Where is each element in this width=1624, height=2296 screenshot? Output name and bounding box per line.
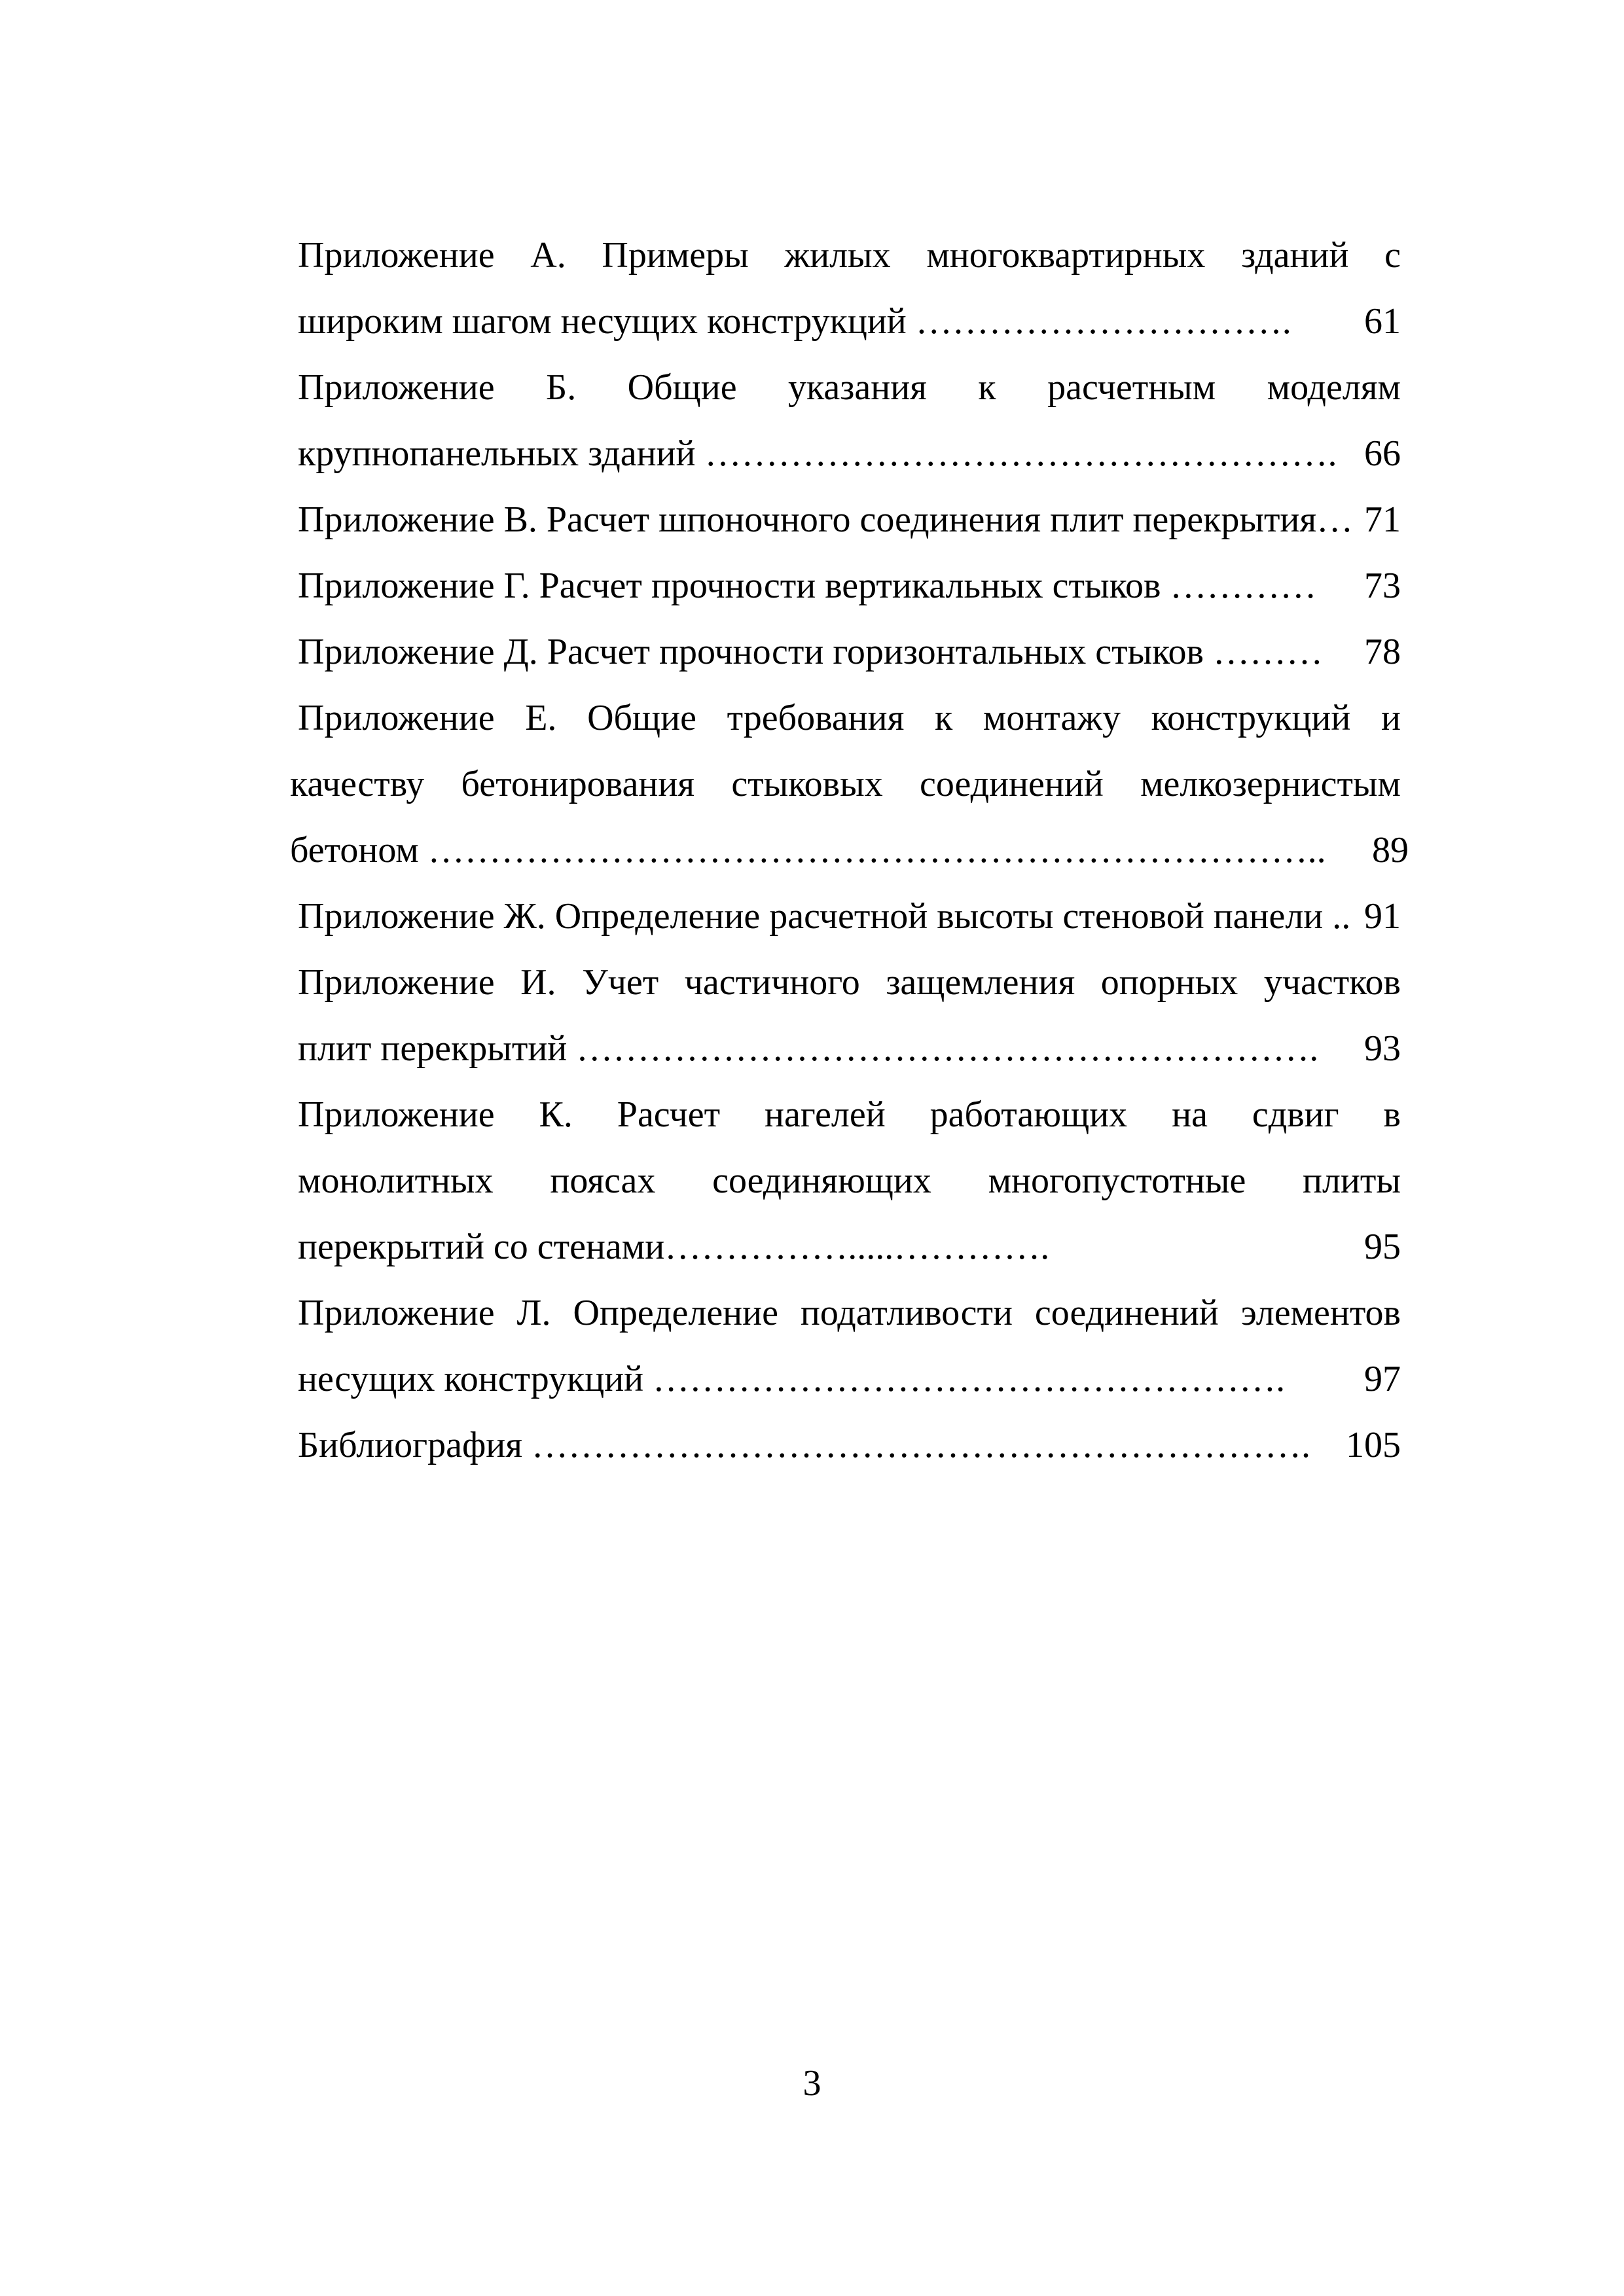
- toc-entry-line: [298, 1016, 1401, 1082]
- toc-page-number: 89: [1372, 830, 1409, 870]
- toc-entry-line: Приложение Е. Общие требования к монтажу конструкций и: [298, 698, 1401, 738]
- toc-entry-line: [290, 817, 1409, 884]
- toc-page-number: 66: [1364, 433, 1401, 474]
- toc-entry-text: широким шагом несущих конструкций ………………………….: [298, 301, 1291, 342]
- toc-entry-line: [298, 553, 1401, 619]
- toc-entry-line: [298, 1412, 1401, 1479]
- toc-entry-line: [298, 1346, 1401, 1412]
- toc-entry-line: [298, 1214, 1401, 1280]
- toc-entry-line: Приложение К. Расчет нагелей работающих на сдвиг в: [298, 1094, 1401, 1135]
- page-number: 3: [803, 2063, 821, 2104]
- toc-entry-appendix-k[interactable]: [298, 1082, 1489, 1280]
- toc-entry-line: монолитных поясах соединяющих многопустотные плиты: [298, 1160, 1401, 1201]
- toc-entry-line: Приложение А. Примеры жилых многоквартирных зданий с: [298, 235, 1401, 276]
- toc-entry-text: Приложение Ж. Определение расчетной высоты стеновой панели ..: [298, 896, 1351, 937]
- table-of-contents: [290, 223, 1489, 1479]
- toc-entry-text: несущих конструкций …………………………………………….: [298, 1359, 1286, 1399]
- toc-entry-line: Приложение Б. Общие указания к расчетным моделям: [298, 367, 1401, 408]
- toc-entry-bibliography[interactable]: [298, 1412, 1489, 1479]
- toc-page-number: 78: [1364, 632, 1401, 672]
- toc-entry-text: бетоном ………………………………………………………………..: [290, 830, 1326, 870]
- toc-entry-appendix-e[interactable]: [290, 685, 1489, 884]
- toc-page-number: 61: [1364, 301, 1401, 342]
- toc-entry-text: Приложение В. Расчет шпоночного соединения плит перекрытия…: [298, 499, 1354, 540]
- toc-page-number: 71: [1364, 499, 1401, 540]
- toc-entry-line: Приложение И. Учет частичного защемления опорных участков: [298, 962, 1401, 1003]
- toc-entry-appendix-l[interactable]: [298, 1280, 1489, 1412]
- toc-page-number: 73: [1364, 565, 1401, 606]
- toc-entry-appendix-v[interactable]: [298, 487, 1489, 553]
- toc-page-number: 91: [1364, 896, 1401, 937]
- toc-entry-appendix-g[interactable]: [298, 553, 1489, 619]
- toc-entry-line: Приложение Л. Определение податливости соединений элементов: [298, 1293, 1401, 1333]
- toc-entry-appendix-i[interactable]: [298, 950, 1489, 1082]
- toc-entry-line: [298, 289, 1401, 355]
- toc-entry-line: [298, 421, 1401, 487]
- toc-entry-text: Приложение Д. Расчет прочности горизонтальных стыков ………: [298, 632, 1323, 672]
- toc-page-number: 93: [1364, 1028, 1401, 1069]
- toc-entry-text: плит перекрытий …………………………………………………….: [298, 1028, 1319, 1069]
- toc-page-number: 95: [1364, 1227, 1401, 1267]
- toc-page-number: 97: [1364, 1359, 1401, 1399]
- toc-entry-text: Приложение Г. Расчет прочности вертикальных стыков …………: [298, 565, 1317, 606]
- toc-entry-line: [298, 487, 1401, 553]
- toc-entry-line: [298, 884, 1401, 950]
- toc-entry-line: качеству бетонирования стыковых соединений мелкозернистым: [290, 764, 1401, 804]
- toc-entry-appendix-a[interactable]: [298, 223, 1489, 355]
- toc-entry-text: перекрытий со стенами…………….....………….: [298, 1227, 1050, 1267]
- toc-entry-line: [298, 619, 1401, 685]
- toc-page-number: 105: [1346, 1425, 1401, 1465]
- toc-entry-appendix-d[interactable]: [298, 619, 1489, 685]
- toc-entry-text: крупнопанельных зданий …………………………………………….: [298, 433, 1337, 474]
- toc-entry-appendix-b[interactable]: [298, 355, 1489, 487]
- toc-entry-appendix-zh[interactable]: [298, 884, 1489, 950]
- toc-entry-text: Библиография ……………………………………………………….: [298, 1425, 1310, 1465]
